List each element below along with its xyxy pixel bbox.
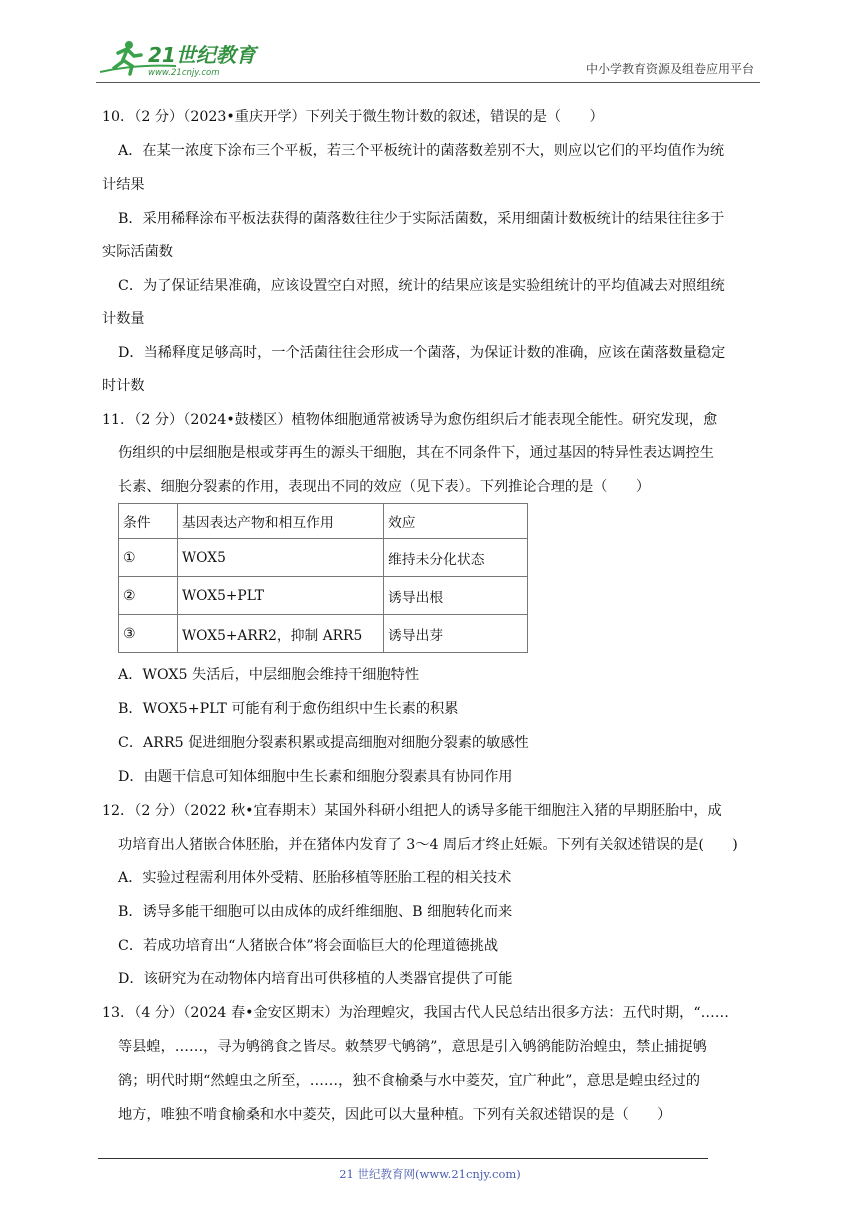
q12-stem-line2: 功培育出人猪嵌合体胚胎，并在猪体内发育了 3～4 周后才终止妊娠。下列有关叙述错误的是( ) [118, 837, 738, 853]
page-header [96, 36, 760, 83]
q10-option-d-line1: D．当稀释度足够高时，一个活菌往往会形成一个菌落，为保证计数的准确，应该在菌落数量稳定 [118, 345, 726, 361]
q11-option-c: C．ARR5 促进细胞分裂素积累或提高细胞对细胞分裂素的敏感性 [118, 735, 529, 751]
table-cell: 维持未分化状态 [384, 539, 528, 577]
table-cell: WOX5+PLT [178, 577, 384, 615]
q12-option-b: B．诱导多能干细胞可以由成体的成纤维细胞、B 细胞转化而来 [118, 904, 513, 920]
table-cell: WOX5+ARR2，抑制 ARR5 [178, 615, 384, 653]
svg-text:www.21cnjy.com: www.21cnjy.com [148, 68, 220, 78]
q11-stem-line2: 伤组织的中层细胞是根或芽再生的源头干细胞，其在不同条件下，通过基因的特异性表达调控生 [118, 445, 714, 461]
q10-option-c-line1: C．为了保证结果准确，应该设置空白对照，统计的结果应该是实验组统计的平均值减去对照组统 [118, 278, 725, 294]
q13-stem-line3: 鹆；明代时期“然蝗虫之所至，……，独不食榆桑与水中菱芡，宜广种此”，意思是蝗虫经过的 [118, 1073, 701, 1089]
table-cell: 诱导出根 [384, 577, 528, 615]
table-header-cell: 条件 [119, 504, 178, 539]
q11-stem-line1: 11．（2 分）（2024•鼓楼区）植物体细胞通常被诱导为愈伤组织后才能表现全能性。研究发现，愈 [102, 412, 718, 428]
table-cell: ② [119, 577, 178, 615]
table-row [119, 539, 528, 577]
table-cell: WOX5 [178, 539, 384, 577]
table-row [119, 615, 528, 653]
q12-option-d: D．该研究为在动物体内培育出可供移植的人类器官提供了可能 [118, 971, 513, 987]
q13-stem-line1: 13．（4 分）（2024 春•金安区期末）为治理蝗灾，我国古代人民总结出很多方法：五代时期，“…… [102, 1005, 729, 1021]
table-cell: 诱导出芽 [384, 615, 528, 653]
q10-option-b-line1: B．采用稀释涂布平板法获得的菌落数往往少于实际活菌数，采用细菌计数板统计的结果往往多于 [118, 211, 725, 227]
q13-stem-line4: 地方，唯独不啃食榆桑和水中菱芡，因此可以大量种植。下列有关叙述错误的是（ ） [118, 1107, 672, 1123]
q12-option-c: C．若成功培育出“人猪嵌合体”将会面临巨大的伦理道德挑战 [118, 938, 499, 954]
q10-option-c-line2: 计数量 [102, 311, 145, 327]
q12-option-a: A．实验过程需利用体外受精、胚胎移植等胚胎工程的相关技术 [118, 870, 512, 886]
q10-option-d-line2: 时计数 [102, 378, 145, 394]
platform-name: 中小学教育资源及组卷应用平台 [585, 62, 754, 76]
q10-stem: 10．（2 分）（2023•重庆开学）下列关于微生物计数的叙述，错误的是（ ） [102, 109, 604, 125]
site-logo [96, 36, 266, 80]
q11-option-a: A．WOX5 失活后，中层细胞会维持干细胞特性 [118, 667, 420, 683]
q10-option-a-line1: A．在某一浓度下涂布三个平板，若三个平板统计的菌落数差别不大，则应以它们的平均值作为统 [118, 143, 725, 159]
footer-divider [98, 1158, 708, 1159]
q11-stem-line3: 长素、细胞分裂素的作用，表现出不同的效应（见下表）。下列推论合理的是（ ） [118, 479, 651, 495]
q10-option-b-line2: 实际活菌数 [102, 244, 173, 260]
table-header-cell: 基因表达产物和相互作用 [178, 504, 384, 539]
table-header-cell: 效应 [384, 504, 528, 539]
q10-option-a-line2: 计结果 [102, 177, 145, 193]
table-header-row [119, 504, 528, 539]
q13-stem-line2: 等县蝗，……，寻为鸲鹆食之皆尽。敕禁罗弋鸲鹆”，意思是引入鸲鹆能防治蝗虫，禁止捕捉鸲 [118, 1039, 707, 1055]
q12-stem-line1: 12．（2 分）（2022 秋•宜春期末）某国外科研小组把人的诱导多能干细胞注入猪的早期胚胎中，成 [102, 803, 722, 819]
table-row [119, 577, 528, 615]
table-cell: ① [119, 539, 178, 577]
q11-option-d: D．由题干信息可知体细胞中生长素和细胞分裂素具有协同作用 [118, 769, 513, 785]
q11-table [118, 503, 528, 653]
q11-option-b: B．WOX5+PLT 可能有利于愈伤组织中生长素的积累 [118, 701, 459, 717]
page-footer: 21 世纪教育网(www.21cnjy.com) [339, 1167, 521, 1181]
table-cell: ③ [119, 615, 178, 653]
svg-text:21世纪教育: 21世纪教育 [148, 43, 256, 67]
